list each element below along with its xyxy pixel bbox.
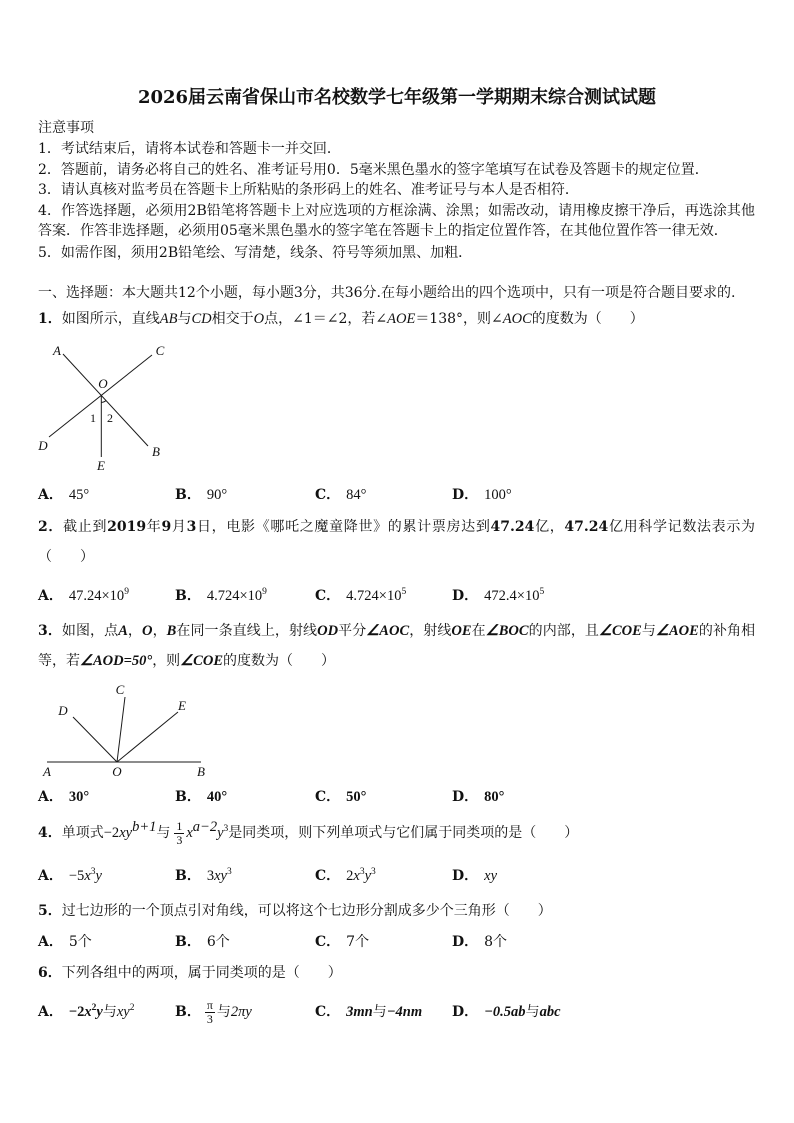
- question-text: 的内部，且: [528, 623, 599, 639]
- math-variable: y: [96, 1004, 103, 1020]
- math-variable: y: [217, 825, 224, 841]
- math-symbol: ∠COE: [599, 623, 642, 639]
- option-value: 80°: [484, 789, 505, 805]
- math-term: 2πy: [230, 1004, 252, 1020]
- question-text: ＝138°，则∠: [415, 311, 503, 327]
- angle-mark: [101, 401, 106, 403]
- exponent: 2: [129, 1003, 135, 1013]
- question-4: [38, 817, 755, 849]
- question-text: 的度数为（ ）: [531, 311, 644, 327]
- coefficient: −5: [68, 868, 85, 884]
- question-5-option-b: [175, 932, 230, 952]
- fraction-denominator: 3: [206, 1011, 213, 1026]
- question-text: 在: [471, 623, 486, 639]
- option-label: D．: [452, 789, 479, 805]
- option-label: A．: [38, 1004, 63, 1020]
- question-6-option-b: [175, 997, 252, 1027]
- question-1-option-b: [175, 485, 227, 505]
- question-3-option-d: [452, 787, 504, 807]
- math-variable: y: [364, 868, 372, 884]
- option-label: A．: [38, 789, 63, 805]
- question-text: ，则: [152, 653, 181, 669]
- question-text: 是同类项，则下列单项式与它们属于同类项的是（ ）: [228, 825, 579, 841]
- option-label: C．: [315, 934, 341, 950]
- option-label: B．: [175, 487, 201, 503]
- math-variable: x: [84, 868, 91, 884]
- label-a: A: [53, 343, 61, 358]
- option-label: B．: [175, 789, 201, 805]
- question-text: 与: [156, 825, 171, 841]
- question-text: ，: [152, 623, 167, 639]
- question-3-option-a: [38, 787, 89, 807]
- question-text: 的补角相等，若: [38, 623, 756, 669]
- question-2-option-c: [315, 586, 406, 606]
- question-text: 年: [146, 519, 162, 535]
- math-symbol: AB: [159, 311, 178, 327]
- exponent: 9: [124, 587, 129, 597]
- question-6: [38, 963, 755, 983]
- coefficient: 3: [206, 868, 215, 884]
- fraction-numerator: π: [206, 997, 213, 1012]
- notice-item-5: 5．如需作图，须用2B铅笔绘、写清楚，线条、符号等须加黑、加粗．: [38, 245, 473, 261]
- math-symbol: B: [166, 623, 177, 639]
- page-title: 2026届云南省保山市名校数学七年级第一学期期末综合测试试题: [137, 87, 657, 108]
- math-variable: x: [353, 868, 360, 884]
- math-term: −4nm: [386, 1004, 423, 1020]
- label-e: E: [97, 458, 105, 473]
- number: 9: [161, 519, 172, 535]
- label-angle-2: 2: [107, 411, 113, 425]
- exponent: 2: [91, 1003, 97, 1013]
- question-2-option-a: [38, 586, 129, 606]
- question-text: ，射线: [409, 623, 452, 639]
- math-symbol: ∠BOC: [485, 623, 529, 639]
- question-text: 月: [171, 519, 187, 535]
- math-variable: x: [186, 825, 193, 841]
- option-value: 4.724×10: [206, 588, 263, 604]
- option-label: C．: [315, 588, 341, 604]
- label-d: D: [38, 438, 48, 453]
- question-text: 在同一条直线上，射线: [176, 623, 318, 639]
- question-1: [38, 309, 755, 329]
- question-1-option-a: [38, 485, 89, 505]
- question-text: 的度数为（ ）: [223, 653, 336, 669]
- label-e: E: [178, 698, 186, 713]
- option-value: 8个: [484, 934, 508, 950]
- math-term: 3mn: [346, 1004, 373, 1020]
- question-2-option-d: [452, 586, 544, 606]
- question-text: 与: [641, 623, 656, 639]
- question-text: 日，电影《哪吒之魔童降世》的累计票房达到: [196, 519, 491, 535]
- math-symbol: AOE: [387, 311, 416, 327]
- option-label: A．: [38, 588, 63, 604]
- label-a: A: [43, 764, 51, 779]
- question-number: 2．: [38, 519, 64, 535]
- option-label: D．: [452, 934, 479, 950]
- math-term: abc: [539, 1004, 561, 1020]
- question-number: 3．: [38, 623, 62, 639]
- question-text: 截止到: [63, 519, 108, 535]
- label-o: O: [98, 376, 108, 391]
- question-text: 与: [177, 311, 192, 327]
- math-variable: xy: [119, 825, 133, 841]
- question-6-option-c: [315, 997, 422, 1027]
- math-symbol: OD: [317, 623, 339, 639]
- question-4-option-c: [315, 866, 376, 886]
- question-text: 单项式: [61, 825, 104, 841]
- fraction-denominator: 3: [176, 832, 183, 847]
- number: 2019: [107, 519, 147, 535]
- option-text: 与: [102, 1004, 117, 1020]
- question-5-option-d: [452, 932, 507, 952]
- option-value: 50°: [346, 789, 367, 805]
- question-number: 4．: [38, 825, 62, 841]
- math-variable: x: [84, 1004, 92, 1020]
- ray-oe: [117, 712, 178, 762]
- option-label: D．: [452, 868, 479, 884]
- option-text: 与: [525, 1004, 540, 1020]
- question-5: [38, 901, 755, 921]
- math-symbol: O: [142, 623, 153, 639]
- option-value: 6个: [206, 934, 230, 950]
- option-value: 4.724×10: [346, 588, 402, 604]
- option-value: 84°: [346, 487, 367, 503]
- math-term: −0.5ab: [484, 1004, 526, 1020]
- question-4-option-a: [38, 866, 102, 886]
- question-3: [38, 616, 755, 676]
- exponent: a−2: [192, 819, 218, 835]
- label-c: C: [115, 682, 125, 697]
- question-4-option-d: [452, 866, 497, 886]
- option-value: 100°: [484, 487, 512, 503]
- option-label: C．: [315, 1004, 341, 1020]
- option-value: 40°: [206, 789, 228, 805]
- section-heading: 一、选择题：本大题共12个小题，每小题3分，共36分.在每小题给出的四个选项中，只有一项是符合题目要求的.: [38, 285, 736, 301]
- number: 47.24: [564, 519, 609, 535]
- option-label: C．: [315, 868, 341, 884]
- question-3-option-c: [315, 787, 366, 807]
- fraction-numerator: 1: [176, 818, 183, 833]
- math-symbol: AOC: [502, 311, 532, 327]
- figure-1-intersecting-lines: [38, 338, 173, 478]
- question-text: 相交于: [211, 311, 254, 327]
- notice-heading: 注意事项: [38, 120, 94, 136]
- math-variable: xy: [484, 868, 498, 884]
- option-label: D．: [452, 1004, 479, 1020]
- coefficient: −2: [103, 825, 120, 841]
- answer-bracket: （ ）: [38, 549, 94, 565]
- question-6-option-a: [38, 997, 134, 1027]
- option-value: 7个: [346, 934, 370, 950]
- option-label: B．: [175, 934, 201, 950]
- question-text: 如图，点: [61, 623, 119, 639]
- question-number: 5．: [38, 903, 62, 919]
- question-text: 如图所示，直线: [61, 311, 160, 327]
- question-text: 亿，: [534, 519, 565, 535]
- exponent: 3: [223, 824, 229, 834]
- question-2-option-b: [175, 586, 267, 606]
- option-label: A．: [38, 868, 63, 884]
- math-symbol: O: [253, 311, 265, 327]
- option-label: A．: [38, 934, 63, 950]
- ray-od: [73, 717, 117, 762]
- question-text: 平分: [338, 623, 367, 639]
- ray-oc: [117, 697, 125, 762]
- question-5-option-c: [315, 932, 369, 952]
- option-label: D．: [452, 588, 479, 604]
- option-label: B．: [175, 1004, 201, 1020]
- option-label: C．: [315, 789, 341, 805]
- question-text: 点，∠1＝∠2，若∠: [264, 311, 388, 327]
- label-d: D: [58, 703, 68, 718]
- option-label: C．: [315, 487, 341, 503]
- label-angle-1: 1: [90, 411, 96, 425]
- option-value: 47.24×10: [68, 588, 125, 604]
- question-text: ，: [127, 623, 143, 639]
- math-symbol: ∠AOC: [366, 623, 410, 639]
- math-variable: y: [95, 868, 102, 884]
- notice-item-3: 3．请认真核对监考员在答题卡上所粘贴的条形码上的姓名、准考证号与本人是否相符．: [38, 182, 579, 198]
- exponent: 3: [226, 867, 232, 877]
- option-label: D．: [452, 487, 479, 503]
- option-value: 45°: [68, 487, 90, 503]
- exponent: 5: [539, 587, 545, 597]
- label-b: B: [197, 764, 205, 779]
- label-c: C: [155, 343, 165, 358]
- notice-item-4: 4．作答选择题，必须用2B铅笔将答题卡上对应选项的方框涂满、涂黑；如需改动，请用橡皮擦干净后，再选涂其他答案．作答非选择题，必须用05毫米黑色墨水的签字笔在答题卡上的指定位置作答，在其他位置作答一律无效．: [38, 203, 755, 239]
- math-variable: xy: [116, 1004, 130, 1020]
- option-value: 90°: [206, 487, 228, 503]
- math-variable: xy: [214, 868, 227, 884]
- question-text: 过七边形的一个顶点引对角线，可以将这个七边形分割成多少个三角形（ ）: [61, 903, 552, 919]
- question-number: 1．: [38, 311, 62, 327]
- exponent: b+1: [132, 819, 157, 835]
- number: 47.24: [490, 519, 535, 535]
- exponent: 5: [401, 587, 407, 597]
- math-symbol: ∠COE: [180, 653, 224, 669]
- math-symbol: CD: [191, 311, 212, 327]
- notice-item-2: 2．答题前，请务必将自己的姓名、准考证号用0．5毫米黑色墨水的签字笔填写在试卷及答题卡的规定位置．: [38, 162, 709, 178]
- notice-item-1: 1．考试结束后，请将本试卷和答题卡一并交回．: [38, 141, 341, 157]
- option-text: 与: [216, 1004, 231, 1020]
- label-o: O: [112, 764, 122, 779]
- question-3-option-b: [175, 787, 227, 807]
- math-symbol: ∠AOE: [655, 623, 699, 639]
- fraction: [205, 999, 215, 1026]
- question-1-option-d: [452, 485, 512, 505]
- exponent: 3: [359, 867, 365, 877]
- question-4-option-b: [175, 866, 232, 886]
- coefficient: −2: [68, 1004, 85, 1020]
- option-label: B．: [175, 588, 201, 604]
- fraction: [174, 820, 184, 847]
- option-value: 472.4×10: [484, 588, 540, 604]
- question-text: 亿用科学记数法表示为: [608, 519, 756, 535]
- question-5-option-a: [38, 932, 92, 952]
- question-text: 下列各组中的两项，属于同类项的是（ ）: [61, 965, 342, 981]
- option-label: B．: [175, 868, 201, 884]
- math-symbol: ∠AOD=50°: [80, 653, 153, 669]
- option-label: A．: [38, 487, 63, 503]
- option-value: 30°: [68, 789, 90, 805]
- option-value: 5个: [68, 934, 92, 950]
- exponent: 9: [262, 587, 267, 597]
- label-b: B: [152, 444, 160, 459]
- question-number: 6．: [38, 965, 62, 981]
- math-symbol: OE: [451, 623, 472, 639]
- option-text: 与: [372, 1004, 387, 1020]
- number: 3: [186, 519, 197, 535]
- exponent: 3: [371, 867, 376, 877]
- question-2: [38, 512, 755, 542]
- figure-3-rays: [38, 680, 213, 780]
- exponent: 3: [90, 867, 96, 877]
- question-1-option-c: [315, 485, 366, 505]
- question-6-option-d: [452, 997, 561, 1027]
- coefficient: 2: [346, 868, 354, 884]
- math-symbol: A: [118, 623, 128, 639]
- line-cd: [49, 355, 152, 437]
